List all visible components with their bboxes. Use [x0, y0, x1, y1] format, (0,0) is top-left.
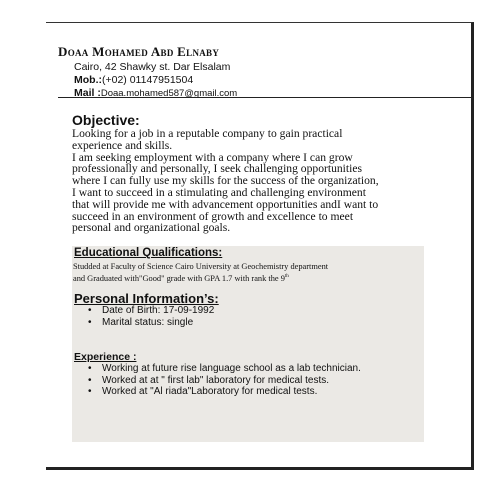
objective-section	[72, 112, 422, 234]
objective-title: Objective:	[72, 112, 140, 128]
experience-title: Experience :	[74, 351, 137, 363]
objective-line: I want to succeed in a stimulating and challenging environment	[72, 185, 366, 199]
list-item-text: Working at future rise language school as a lab technician.	[102, 363, 361, 374]
objective-line: where I can fully use my skills for the success of the organization,	[72, 174, 379, 188]
experience-list	[88, 363, 361, 398]
list-item-text: Marital status: single	[102, 317, 194, 328]
education-line-text: and Graduated with"Good" grade with GPA 1.7 with rank the 9	[73, 273, 285, 283]
objective-line: Looking for a job in a reputable company to gain practical	[72, 127, 343, 140]
mail-value: Doaa.mohamed587@gmail.com	[100, 88, 238, 99]
resume-header	[58, 44, 238, 99]
address: Cairo, 42 Shawky st. Dar Elsalam	[74, 61, 231, 73]
objective-line: personal and organizational goals.	[72, 221, 231, 235]
list-item-text: Worked at "Al riada"Laboratory for medical tests.	[102, 386, 318, 397]
list-item	[88, 375, 361, 387]
list-item	[88, 305, 214, 317]
mobile-label: Mob.:	[74, 74, 102, 86]
list-item-text: Date of Birth: 17-09-1992	[102, 305, 215, 316]
education-line: Studded at Faculty of Science Cairo University at Geochemistry department	[73, 262, 329, 271]
list-item-text: Worked at at " first lab" laboratory for medical tests.	[102, 374, 330, 386]
list-item	[88, 386, 361, 398]
mobile-value: (+02) 01147951504	[102, 74, 194, 86]
list-item	[88, 363, 361, 375]
header-divider	[58, 97, 471, 98]
list-item	[88, 317, 214, 329]
objective-line: experience and skills.	[72, 138, 173, 152]
education-title-colon: :	[218, 247, 223, 259]
objective-line: I am seeking employment with a company where I can grow	[72, 150, 353, 164]
objective-line: succeed in an environment of growth and excellence to meet	[72, 209, 354, 223]
mobile-line	[74, 74, 193, 86]
personal-list	[88, 305, 214, 329]
education-title-text: Educational Qualifications	[74, 247, 219, 259]
objective-line: that will provide me with advancement opportunities andI want to	[72, 197, 379, 211]
objective-line: professionally and personally, I seek challenging opportunities	[72, 162, 362, 176]
education-line	[73, 272, 425, 284]
education-title	[74, 247, 222, 259]
candidate-name: Doaa Mohamed Abd Elnaby	[58, 44, 220, 59]
education-line-sup: th	[284, 274, 289, 279]
education-text	[73, 262, 425, 284]
mail-label: Mail :	[74, 87, 101, 99]
personal-title: Personal Information’s:	[74, 291, 219, 306]
objective-text	[72, 128, 422, 234]
